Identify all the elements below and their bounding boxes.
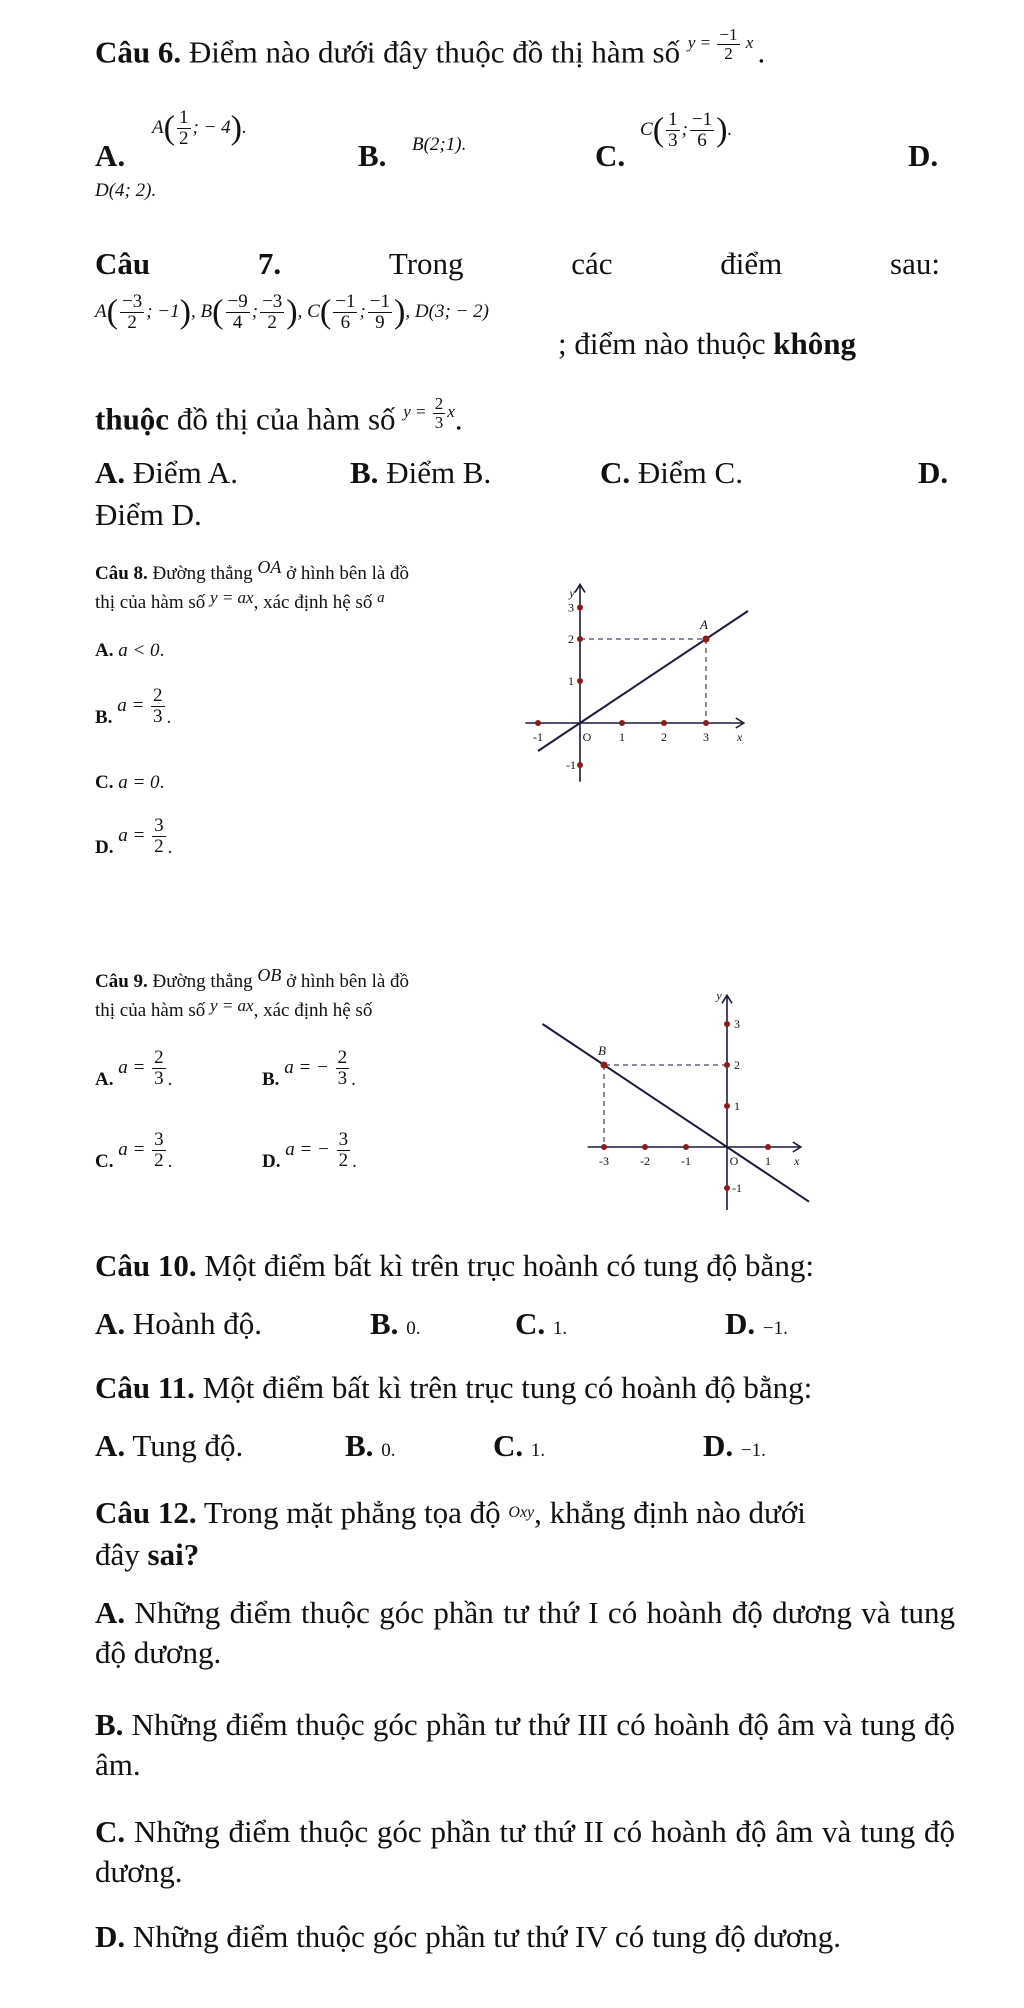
x-tick-label: x xyxy=(794,1154,800,1168)
q7-stem-line2-tail: ; điểm nào thuộc không xyxy=(558,326,856,361)
y-tick-dot xyxy=(724,1021,730,1027)
y-tick-label: y xyxy=(569,585,575,600)
q7-stem-line3: thuộc đồ thị của hàm số $^{y = \frac{2}{3} x}$. xyxy=(95,394,463,437)
q8-option-c[interactable]: C. a = 0. xyxy=(95,772,165,793)
x-tick-label: 2 xyxy=(661,730,667,744)
q11-option-a[interactable]: A. Tung độ. xyxy=(95,1428,244,1463)
q7-option-a[interactable]: A. Điểm A. xyxy=(95,455,238,490)
q8-option-a[interactable]: A. a < 0. xyxy=(95,640,165,661)
y-tick-dot xyxy=(724,1062,730,1068)
q12-option-a[interactable]: A. Những điểm thuộc góc phần tư thứ I có hoành độ dương và tung độ dương. xyxy=(95,1595,955,1670)
x-tick-dot xyxy=(619,720,625,726)
point-label: A xyxy=(700,617,708,632)
q6-label: Câu 6. xyxy=(95,34,182,70)
q6-option-d-point: D(4; 2). xyxy=(95,180,157,201)
x-tick-label: 1 xyxy=(765,1154,771,1168)
q6-option-a[interactable]: A. xyxy=(95,138,126,173)
y-tick-label: 2 xyxy=(568,632,574,646)
y-tick-label: -1 xyxy=(732,1181,742,1195)
x-tick-dot xyxy=(661,720,667,726)
y-tick-label: 1 xyxy=(568,674,574,688)
x-tick-label: -1 xyxy=(533,730,543,744)
y-tick-dot xyxy=(577,678,583,684)
y-tick-label: -1 xyxy=(566,758,576,772)
q8-option-b[interactable]: B. a = $\frac{2}{3}$ . xyxy=(95,685,172,728)
q9-option-c[interactable]: C. a = $\frac{3}{2}$ . xyxy=(95,1129,173,1172)
q6-option-a-point: A( $\frac{1}{2}$ ; − 4). xyxy=(152,107,247,149)
q7-option-d-text: Điểm D. xyxy=(95,497,202,532)
y-tick-label: 1 xyxy=(734,1099,740,1113)
q10-option-a[interactable]: A. Hoành độ. xyxy=(95,1306,263,1341)
x-tick-label: x xyxy=(736,730,743,744)
graph-line xyxy=(543,1024,810,1202)
x-tick-label: -3 xyxy=(599,1154,609,1168)
q8-option-d[interactable]: D. a = $\frac{3}{2}$ . xyxy=(95,815,173,858)
q7-option-d[interactable]: D. xyxy=(918,455,949,490)
y-tick-dot xyxy=(577,762,583,768)
y-tick-label: 3 xyxy=(568,600,574,615)
x-tick-label: 3 xyxy=(703,730,709,744)
x-tick-label: -2 xyxy=(640,1154,650,1168)
q7-option-c[interactable]: C. Điểm C. xyxy=(600,455,743,490)
q6-option-b-point: B(2;1). xyxy=(412,134,467,155)
x-tick-dot xyxy=(683,1144,689,1150)
q8-graph xyxy=(520,555,760,800)
q7-stem-line1: Câu 7. Trong các điểm sau: xyxy=(95,246,940,281)
q12-option-b[interactable]: B. Những điểm thuộc góc phần tư thứ III có hoành độ âm và tung độ âm. xyxy=(95,1707,955,1782)
point-label: B xyxy=(598,1043,606,1058)
q10-option-d[interactable]: D. −1. xyxy=(725,1306,788,1341)
x-tick-label: O xyxy=(582,730,592,744)
y-tick-dot xyxy=(724,1185,730,1191)
q8-stem-line2: thị của hàm số y = ax, xác định hệ số $^a$ xyxy=(95,588,385,613)
q9-stem-line1: Câu 9. Đường thẳng OB ở hình bên là đồ xyxy=(95,965,410,992)
x-tick-dot xyxy=(703,720,709,726)
x-tick-label: -1 xyxy=(681,1154,691,1168)
q6-option-b[interactable]: B. xyxy=(358,138,387,173)
y-tick-dot xyxy=(577,605,583,611)
y-tick-label: 3 xyxy=(734,1017,740,1031)
q12-stem-line2: đây sai? xyxy=(95,1537,200,1572)
x-tick-dot xyxy=(601,1144,607,1150)
q6-option-c[interactable]: C. xyxy=(595,138,626,173)
q9-option-d[interactable]: D. a = − $\frac{3}{2}$ . xyxy=(262,1129,357,1172)
y-tick-label: y xyxy=(716,988,722,1003)
q6-text: Điểm nào dưới đây thuộc đồ thị hàm số xyxy=(188,34,681,70)
q11-stem: Câu 11. Một điểm bất kì trên trục tung có hoành độ bằng: xyxy=(95,1370,813,1405)
q12-option-d[interactable]: D. Những điểm thuộc góc phần tư thứ IV có tung độ dương. xyxy=(95,1919,842,1954)
x-tick-dot xyxy=(765,1144,771,1150)
q9-option-a[interactable]: A. a = $\frac{2}{3}$ . xyxy=(95,1047,173,1090)
q10-option-c[interactable]: C. 1. xyxy=(515,1306,568,1341)
x-tick-label: O xyxy=(729,1154,739,1168)
y-tick-dot xyxy=(577,636,583,642)
q12-stem-line1: Câu 12. Trong mặt phẳng tọa độ Oxy, khẳng định nào dưới xyxy=(95,1495,806,1530)
q9-graph xyxy=(540,975,820,1210)
y-tick-label: 2 xyxy=(734,1058,740,1072)
q10-option-b[interactable]: B. 0. xyxy=(370,1306,421,1341)
q9-option-b[interactable]: B. a = − $\frac{2}{3}$ . xyxy=(262,1047,356,1090)
point-marker xyxy=(601,1062,608,1069)
q10-stem: Câu 10. Một điểm bất kì trên trục hoành có tung độ bằng: xyxy=(95,1248,814,1283)
q8-stem-line1: Câu 8. Đường thẳng OA ở hình bên là đồ xyxy=(95,557,410,584)
q7-points: A( $\frac{-3}{2}$ ; −1), B( $\frac{-9}{4}$ ; $\frac{-3}{2}$ ), C( $\frac{-1}{6}$ ; $\frac{-1}{9}$ ), D(3; − 2) xyxy=(95,291,489,333)
x-tick-dot xyxy=(642,1144,648,1150)
y-tick-dot xyxy=(724,1103,730,1109)
x-tick-dot xyxy=(535,720,541,726)
q6-function: y = −1 2 x xyxy=(687,25,754,63)
x-tick-label: 1 xyxy=(619,730,625,744)
q6-option-c-point: C( $\frac{1}{3}$ ; $\frac{-1}{6}$ ). xyxy=(640,109,733,151)
q11-option-c[interactable]: C. 1. xyxy=(493,1428,546,1463)
q7-option-b[interactable]: B. Điểm B. xyxy=(350,455,492,490)
q11-option-d[interactable]: D. −1. xyxy=(703,1428,766,1463)
q12-option-c[interactable]: C. Những điểm thuộc góc phần tư thứ II có hoành độ âm và tung độ dương. xyxy=(95,1814,955,1889)
q6-option-d[interactable]: D. xyxy=(908,138,939,173)
q6-stem: Câu 6. Điểm nào dưới đây thuộc đồ thị hàm số $^{y = \frac{-1}{2} x}$ . xyxy=(95,25,766,70)
q9-stem-line2: thị của hàm số y = ax, xác định hệ số xyxy=(95,996,373,1021)
point-marker xyxy=(703,636,710,643)
q11-option-b[interactable]: B. 0. xyxy=(345,1428,396,1463)
